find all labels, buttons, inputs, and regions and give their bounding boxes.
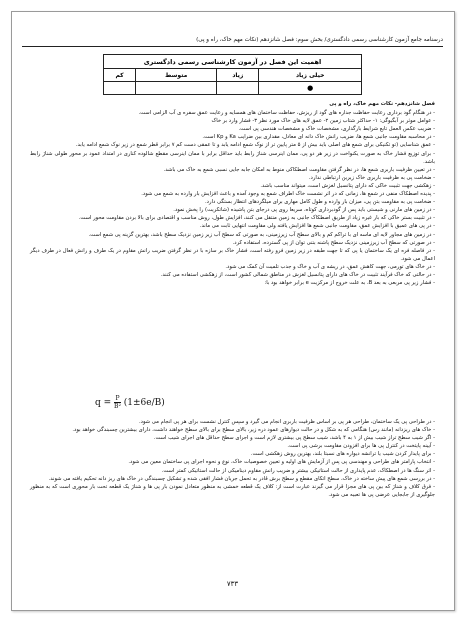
page-header: درسنامه جامع آزمون کارشناسی رسمی دادگستری/ بخش سوم: فصل شانزدهم (نکات مهم خاک، راه و پی) (22, 34, 443, 47)
paragraph: - ضریب عکس العمل تابع شرایط بارگذاری، مشخصات خاک و مشخصات هندسی پی است. (238, 126, 435, 133)
importance-col-very-high: خیلی زیاد (259, 69, 362, 82)
paragraph: - در حالتی که خاک فرآیند تثبیت در خاک های دارای پتانسیل لغزش در مناطق شمالی کشور است، از زهکشی استفاده می کنند. (160, 271, 435, 278)
paragraph: - در زمین های مجاور لایه ای ماسه ای با تراکم کم و بالای سطح آب زیرزمینی، به صورتی که سطح آب زیر زمین نزدیک سطح باشد، بهترین گزینه پی شمع است. (88, 231, 435, 238)
importance-col-low: کم (104, 69, 136, 82)
paragraph: - ضخامت پی به ظرفیت باربری خاک زیرین ارتباطی ندارد. (308, 174, 435, 181)
paragraph: - آیینه پایتخت در کنترل پی ها برای افزودن مقاومت برشی پی است. (287, 443, 435, 450)
paragraph: - در زمین های مارنی و شیستی باید پس از گودبرداری کوتاه، سریعا روی پی درجای بتن پاشیده (شاتکریت) را پخش نمود. (173, 207, 435, 214)
importance-marker: ● (259, 82, 362, 95)
paragraph: - عوامل موثر بر آبگیوگی: ۱- حداکثر شتاب زمین ۲- عمق لایه های خاک مورد نظر ۳- فشار وارد بر خاک (211, 118, 435, 125)
importance-col-high: زیاد (217, 69, 259, 82)
importance-empty-cell (217, 82, 259, 95)
formula-denominator: B² (114, 403, 121, 410)
importance-empty-cell (136, 82, 217, 95)
paragraph: - فرق کلاف و شناژ که بین پی های مجزا قرار می گیرند عبارت است از: کلاف یک قطعه خمشی به منظور متعادل نمودن بار پی ها و شناژ یک قطعه تحت بار محوری است که به منظور جلوگیری از جابجایی عرضی پی ها تعبیه می شود. (30, 483, 435, 498)
section-title: فصل شانزدهم- نکات مهم خاک، راه و پی (329, 101, 435, 107)
importance-empty-cell (104, 82, 136, 95)
importance-col-medium: متوسط (136, 69, 217, 82)
page-number: ۷۳۳ (226, 580, 239, 588)
paragraph: - انتخاب پارامتر های طراحی و مهندسی پی پس از آزمایش های اولیه و تعیین خصوصیات خاک، نوع و نحوه اجرای پی ساختمان معین می شود. (128, 459, 435, 466)
pressure-formula (95, 395, 165, 410)
paragraph: - اگر شیب سطح تراز شیب بیش از ۱ به ۴ باشد، شیب سطح پی بیشتری لازم است و اجرای سطح حداقل های اجرای شیب است. (153, 435, 435, 442)
paragraph: - در تعیین ظرفیت باربری شمع ها، در نظر گرفتن مقاومت اصطکاکی منوط به امکان جابه جایی نسبی شمع به خاک می باشد. (163, 166, 435, 173)
paragraph: - زهکشی جهت تثبیت خاکی که دارای پتانسیل لغزش است، میتواند مناسب باشد. (260, 182, 435, 189)
importance-table-title: اهمیت این فصل در آزمون کارشناسی رسمی دادگستری (104, 55, 362, 69)
main-text (30, 100, 435, 287)
importance-table (103, 54, 362, 95)
paragraph: - در تثبیت بستر خاکی که بار غیره زیاد از طریق اصطکاک جانبی به زمین منتقل می کنند، افزایش طول، روش مناسب و اقتصادی برای بالا بردن مقاومت محور است. (78, 215, 435, 222)
formula-fraction (114, 395, 121, 410)
paragraph: - در بررسی شمع های پیش ساخته در خاک، سطح اتکای مقطع و سطح برش قادر به تحمل جریان فشار افقی شده و تشکیل چسبندگی در خاک های ریز دانه تحکیم یافته می شوند. (48, 475, 435, 482)
paragraph: - خاک های ریزدانه (مانند رس) هنگامی که به شکل و در حالت دیوارهای عمود دره زیر، بالای سطح برای بالای سطح خواهند داشت، دارای بیشترین چسبندگی خواهد بود. (72, 427, 435, 434)
paragraph: - در فاصله فره ای یک ساختمان یا پی که تا جهت طبقه در زیر زمین فرو رفته است، فشار خاک بر سازه با در نظر گرفتن ضریب رانش مقاوم در یک طرف و رانش فعال در طرف دیگر اعمال می شود. (30, 247, 435, 262)
paragraph: - در طراحی پی یک ساختمان، طراحی هر پی بر اساس ظرفیت باربری انجام می گیرد و سپس کنترل نشست برای هر پی انجام می شود. (138, 419, 435, 425)
paragraph: - عمق شناسایی (تو تکنیکی برای شمع های اصلی باید بیش از ۵ متر پایین تر از نوک شمع ادامه یابد و تا عمقی دست کم ۷ برابر قطر شمع در زیر نوک شمع ادامه یابد. (75, 142, 435, 149)
paragraph: - اثر سنگ ها در اصطکاک، عدم پایداری از حالت استاتیکی بیشتر و ضریب رانش مقاوم دینامیکی از حالت استاتیکی کمتر است. (161, 467, 435, 474)
paragraph: - ضخامت پی به مقاومت بتن پی، میزان بار وارده و طول کامل مهاری برای میلگردهای انتظار بستگی دارد. (205, 199, 435, 206)
paragraph: - در صورتی که سطح آب زیرزمینی نزدیک سطح پاشنه بتنی توان از پی گسترده، استفاده کرد. (232, 239, 435, 246)
paragraph: - برای توزیع فشار خاک به صورت یکنواخت در زیر هر دو پی، ممان اینرسی شناژ رابط باید حداقل برابر با ممان اینرسی مقطع شالوده کناری در امتداد عمود بر محور طولی شناژ رابط باشد. (30, 150, 435, 165)
paragraph: - پدیده اصطکاک منفی در شمع ها، زمانی که در اثر نشست خاک اطراف شمع به وجود آمده و باعث افزایش بار وارده به شمع می شود. (141, 191, 435, 198)
formula-rhs: (1±6e/B) (123, 398, 165, 408)
paragraph: - در محاسبه مقاومت جانبی شمع ها، ضریب رانش خاک دانه ای معادل، مقداری بین ضرایب Ka و Kp است. (202, 134, 435, 141)
formula-numerator: P (115, 395, 120, 402)
paragraph: - در خاک های تورمی، جهت کاهش عمق، در ریشه ی آب و خاک و جذب تلمیت آن کمک می شود. (225, 263, 435, 270)
paragraph: - فشار زیر پی مربعی به بعد B، به علت خروج از مرکزیت e برابر خواهد بود با: (264, 280, 435, 287)
formula-lhs: q = (95, 398, 112, 408)
main-text-continued (30, 418, 435, 499)
paragraph: - برای پایدار کردن شیب یا ترانشه دیواره های نسبتا بلند، بهترین روش زهکشی است. (250, 451, 435, 458)
paragraph: - در هنگام گود برداری رعایت حفاظت جداره های گود از ریزش، حفاظت ساختمان های همسایه و رعایت عمق سفره ی آب الزامی است. (138, 110, 435, 117)
paragraph: - در پی های عمیق با افزایش عمق، مقاومت جانبی شمع ها افزایش یافته ولی مقاومت انتهایی ثابت می ماند. (199, 223, 435, 230)
